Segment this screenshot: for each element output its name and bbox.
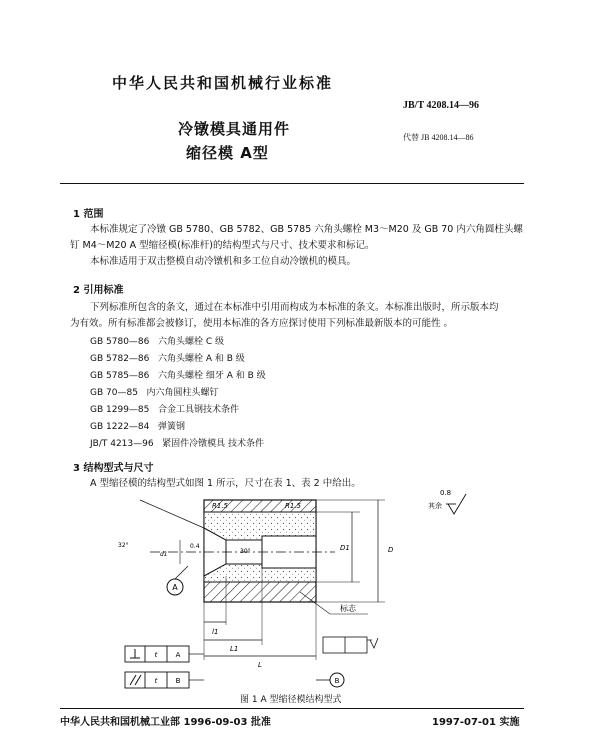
figure-caption: 图 1 A 型缩径模结构型式 — [240, 695, 342, 705]
ref-item: GB 1299—85 合金工具钢技术条件 — [90, 405, 239, 415]
L1-label: L1 — [230, 645, 239, 653]
title-line-1: 冷镦模具通用件 — [178, 120, 291, 138]
section-1-para-1a: 本标准规定了冷镦 GB 5780、GB 5782、GB 5785 六角头螺栓 M3～M20 及 GB 70 内六角圆柱头螺 — [90, 224, 523, 235]
title-line-2: 缩径模 A型 — [186, 144, 269, 162]
section-3-heading: 3 结构型式与尺寸 — [73, 463, 154, 474]
d1-label: d1 — [160, 551, 168, 558]
roughness-rest: 其余 — [428, 502, 442, 510]
section-3-para: A 型缩径模的结构型式如图 1 所示，尺寸在表 1、表 2 中给出。 — [90, 478, 361, 489]
l1-label: l1 — [212, 628, 219, 636]
ref-item: GB 5785—86 六角头螺栓 细牙 A 和 B 级 — [90, 371, 266, 381]
section-2-para-1a: 下列标准所包含的条文，通过在本标准中引用而构成为本标准的条文。本标准出版时，所示版本均 — [90, 302, 499, 313]
approval-date: 中华人民共和国机械工业部 1996-09-03 批准 — [60, 717, 271, 728]
angle-32-label: 32° — [118, 542, 129, 549]
standard-number: JB/T 4208.14—96 — [403, 100, 479, 111]
par-tolerance: t — [154, 677, 158, 685]
angle-30-label: 30° — [240, 548, 251, 555]
chamfer-label: 0.4 — [190, 543, 200, 550]
radius-right-label: R1.5 — [285, 502, 301, 510]
D-label: D — [388, 546, 394, 554]
D1-label: D1 — [340, 544, 350, 552]
issuing-body: 中华人民共和国机械行业标准 — [112, 74, 334, 92]
radius-left-label: R1.5 — [212, 502, 228, 510]
effective-date: 1997-07-01 实施 — [432, 717, 520, 728]
section-1-heading: 1 范围 — [73, 209, 104, 220]
ref-item: JB/T 4213—96 紧固件冷镦模具 技术条件 — [90, 439, 265, 449]
ref-item: GB 5782—86 六角头螺栓 A 和 B 级 — [90, 354, 245, 364]
par-datum: B — [175, 677, 181, 685]
section-1-para-2: 本标准适用于双击整模自动冷镦机和多工位自动冷镦机的模具。 — [90, 256, 357, 267]
footer-rule — [60, 708, 524, 709]
datum-a-label: A — [172, 583, 178, 592]
roughness-value: 0.8 — [440, 489, 452, 497]
datum-b-label: B — [334, 677, 340, 685]
L-label: L — [258, 661, 262, 669]
ref-item: GB 70—85 内六角圆柱头螺钉 — [90, 388, 219, 398]
mark-label: 标志 — [340, 604, 356, 613]
section-2-heading: 2 引用标准 — [73, 285, 124, 296]
section-1-para-1b: 钉 M4～M20 A 型缩径模(标准杆)的结构型式与尺寸、技术要求和标记。 — [70, 240, 375, 251]
perp-tolerance: t — [154, 651, 158, 659]
section-2-para-1b: 为有效。所有标准都会被修订，使用本标准的各方应探讨使用下列标准最新版本的可能性 。 — [70, 318, 454, 329]
perp-datum: A — [175, 651, 181, 659]
ref-item: GB 1222—84 弹簧钢 — [90, 422, 185, 432]
replaces-note: 代替 JB 4208.14—86 — [403, 133, 474, 142]
ref-item: GB 5780—86 六角头螺栓 C 级 — [90, 337, 224, 347]
